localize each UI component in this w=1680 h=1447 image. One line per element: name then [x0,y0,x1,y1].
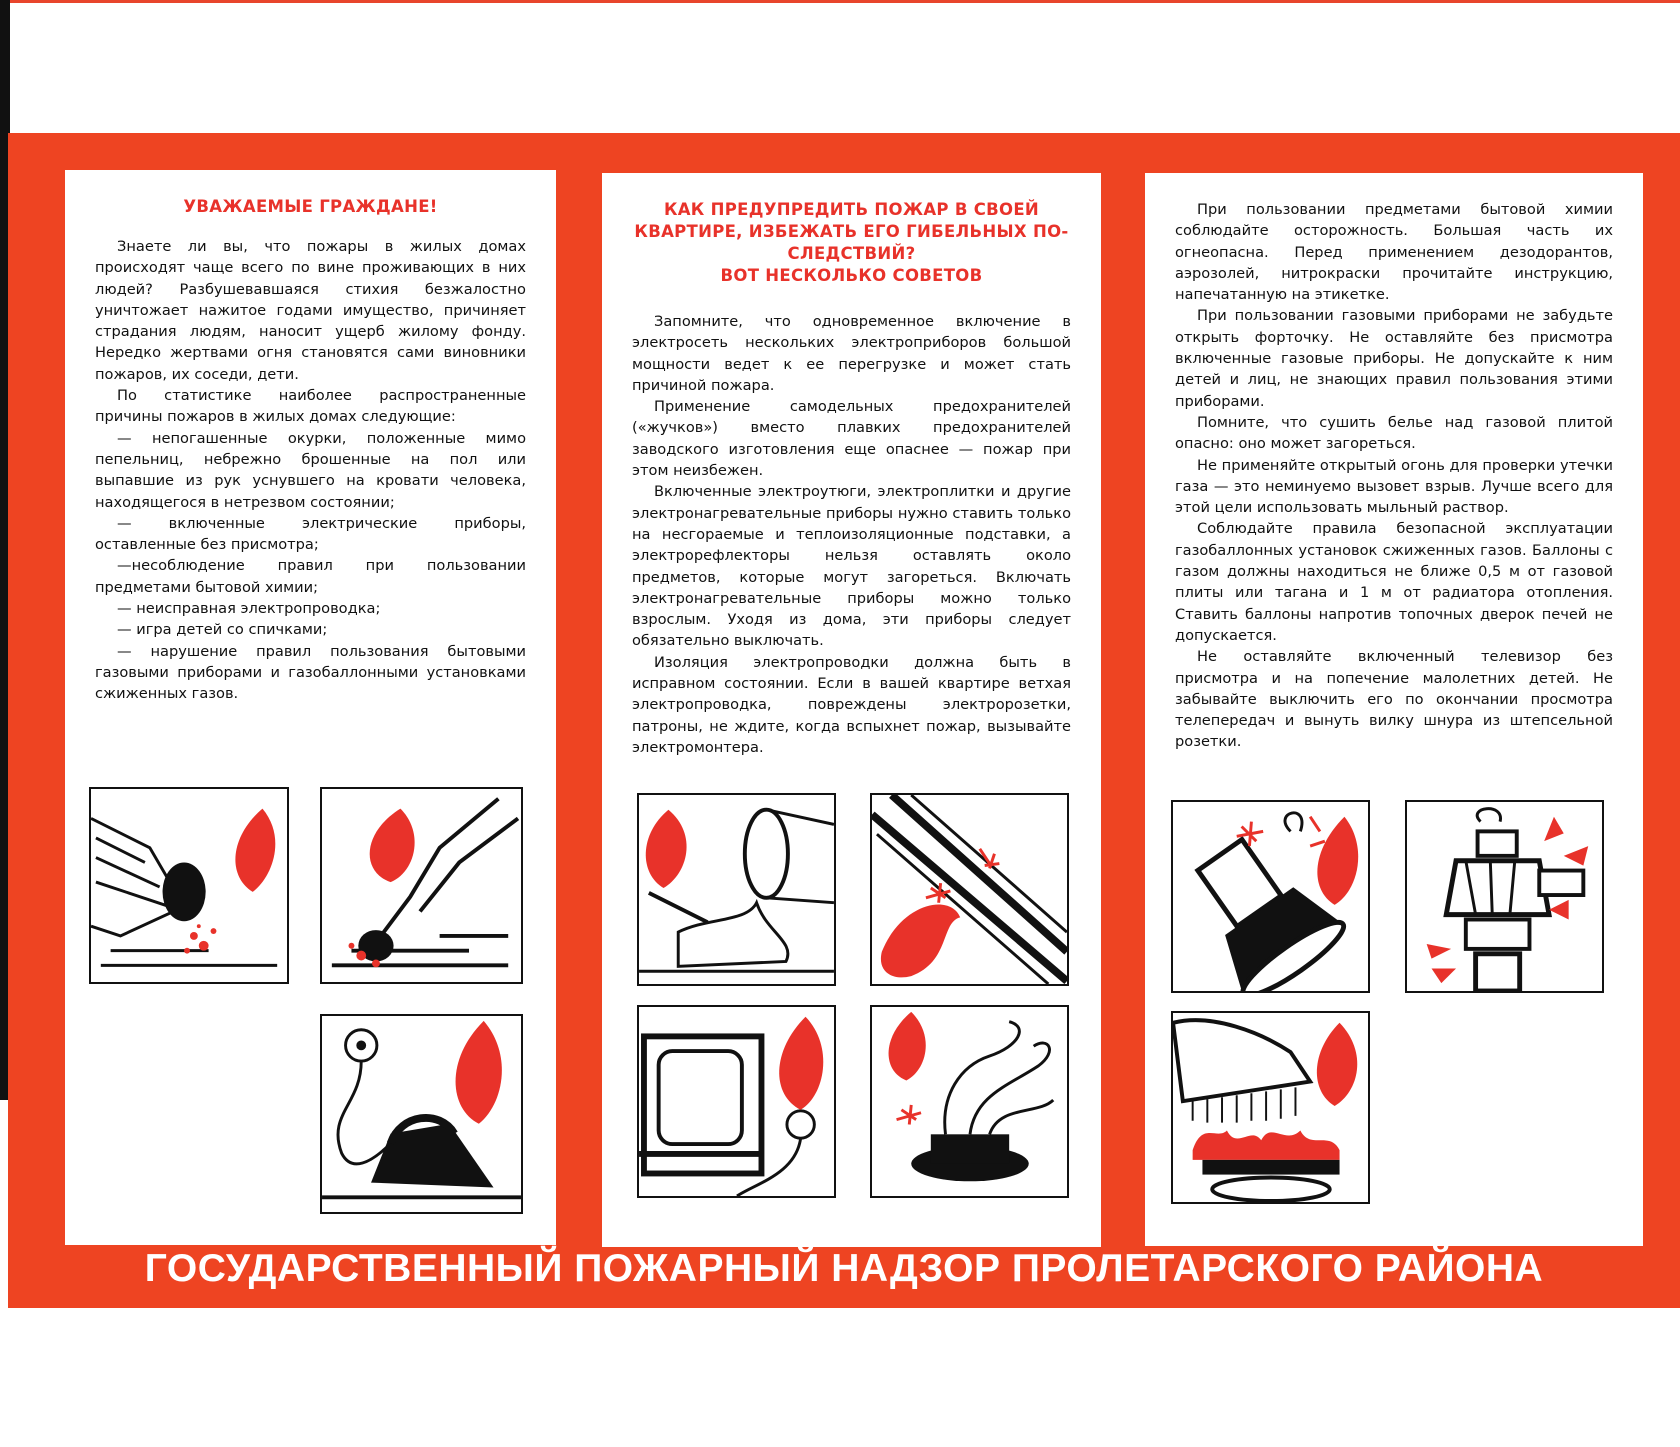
list-item: — включенные электрические приборы, оставленные без присмотра; [95,514,526,554]
heading-line: СЛЕДСТВИЙ? [787,244,916,263]
paragraph: При пользовании газовыми приборами не забудьте открыть форточку. Не оставляйте без присмотра включенные газовые приборы. Не допускайте к ним детей и лиц, не знающих правил пользования этими приборами. [1175,307,1613,410]
list-item: — нарушение правил пользования бытовыми газовыми приборами и газобаллонными установками сжиженных газов. [95,642,526,703]
paragraph: При пользовании предметами бытовой химии соблюдайте осторожность. Большая часть их огнеопасна. Перед применением дезодорантов, аэрозолей, нитрокраски прочитайте инструкцию, напечатанную на этикетке. [1175,201,1613,304]
gas-cylinder-illustration [1405,800,1604,993]
paragraph: Соблюдайте правила безопасной эксплуатации газобаллонных установок сжиженных газов. Баллоны с газом должны находиться не ближе 0,5 м от газовой плиты или тагана и 1 м от радиатора отопления. Ставить баллоны напротив топочных дверок печей не допускается. [1175,520,1613,644]
overloaded-socket-illustration [870,1005,1069,1198]
paragraph: По статистике наиболее распространенные причины пожаров в жилых домах следующие: [95,387,526,426]
top-border-line [0,0,1680,3]
paragraph: Запомните, что одновременное включение в электросеть нескольких электроприборов большой мощности ведет к ее перегрузке и может стать причиной пожара. [632,313,1071,394]
list-item: — игра детей со спичками; [117,621,328,639]
paragraph: Применение самодельных предохранителей («жучков») вместо плавких предохранителей заводского изготовления еще опаснее — пожар при этом неизбежен. [632,398,1071,480]
panel-household-safety [1145,173,1643,1246]
panel-prevention-tips [602,173,1101,1247]
panel1-text [95,236,526,705]
cigarette-on-floor-illustration [320,787,523,984]
list-item: — непогашенные окурки, положенные мимо пепельниц, небрежно брошенные на пол или выпавшие из рук уснувшего на кровати человека, находящегося в нетрезвом состоянии; [95,429,526,511]
cigarette-fire-illustration [89,787,289,984]
laundry-over-stove-illustration [1171,1011,1370,1204]
footer-banner: ГОСУДАРСТВЕННЫЙ ПОЖАРНЫЙ НАДЗОР ПРОЛЕТАРСКОГО РАЙОНА [144,1246,1544,1290]
list-item: —несоблюдение правил при пользовании предметами бытовой химии; [95,557,526,596]
paragraph: Изоляция электропроводки должна быть в исправном состоянии. Если в вашей квартире ветхая электропроводка, повреждены электророзетки, патроны, не ждите, когда вспыхнет пожар, вызывайте электромонтера. [632,653,1071,756]
fire-safety-poster [8,133,1680,1308]
panel3-text [1175,199,1613,753]
heading-line: КАК ПРЕДУПРЕДИТЬ ПОЖАР В СВОЕЙ [663,200,1040,219]
sparking-wire-illustration [870,793,1069,986]
lamp-socket-illustration [1171,800,1370,993]
spilled-liquid-illustration [637,793,836,986]
list-item: — неисправная электропроводка; [117,600,381,618]
panel1-heading: УВАЖАЕМЫЕ ГРАЖДАНЕ! [183,197,438,216]
iron-fire-illustration [320,1014,523,1214]
paragraph: Не применяйте открытый огонь для проверки утечки газа — это неминуемо вызовет взрыв. Лучше всего для этой цели использовать мыльный раствор. [1175,456,1613,517]
paragraph: Помните, что сушить белье над газовой плитой опасно: оно может загореться. [1175,413,1613,453]
panel2-text [632,311,1071,758]
panel2-heading [632,199,1071,287]
paragraph: Знаете ли вы, что пожары в жилых домах происходят чаще всего по вине проживающих в них людей? Разбушевавшаяся стихия безжалостно уничтожает нажитое годами имущество, причиняет страдания людям, наносит ущерб жилому фонду. Нередко жертвами огня становятся сами виновники пожаров, их соседи, дети. [95,238,526,383]
heading-line: ВОТ НЕСКОЛЬКО СОВЕТОВ [720,266,983,285]
paragraph: Включенные электроутюги, электроплитки и другие электронагревательные приборы нужно ставить только на несгораемые и теплоизоляционные подставки, а электрорефлекторы нельзя оставлять около предметов, которые могут загореться. Включать электронагревательные приборы можно только взрослым. Уходя из дома, эти приборы следует обязательно выключать. [632,483,1071,650]
paragraph: Не оставляйте включенный телевизор без присмотра и на попечение малолетних детей. Не забывайте выключить его по окончании просмотра телепередач и вынуть вилку шнура из штепсельной розетки. [1175,648,1613,751]
panel-citizens [65,170,556,1245]
heading-line: КВАРТИРЕ, ИЗБЕЖАТЬ ЕГО ГИБЕЛЬНЫХ ПО- [634,222,1069,241]
television-illustration [637,1005,836,1198]
